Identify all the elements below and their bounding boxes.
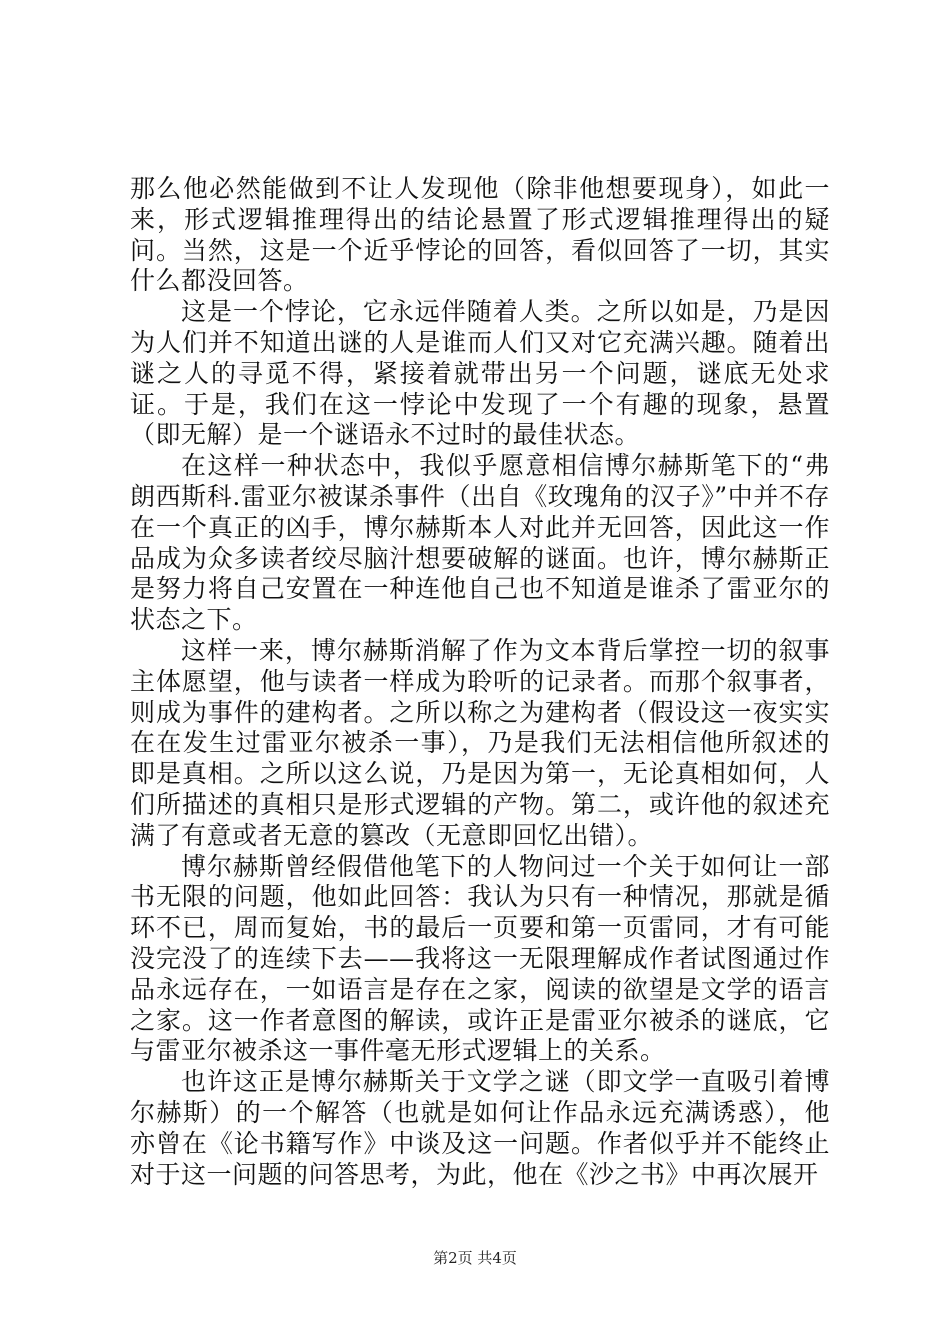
paragraph: 博尔赫斯曾经假借他笔下的人物问过一个关于如何让一部书无限的问题，他如此回答：我认为只有一种情况，那就是循环不已，周而复始，书的最后一页要和第一页雷同，才有可能没完没了的连续下去——我将这一无限理解成作者试图通过作品永远存在，一如语言是存在之家，阅读的欲望是文学的语言之家。这一作者意图的解读，或许正是雷亚尔被杀的谜底，它与雷亚尔被杀这一事件毫无形式逻辑上的关系。 [130,851,830,1066]
paragraph: 这样一来，博尔赫斯消解了作为文本背后掌控一切的叙事主体愿望，他与读者一样成为聆听的记录者。而那个叙事者，则成为事件的建构者。之所以称之为建构者（假设这一夜实实在在发生过雷亚尔被杀一事），乃是我们无法相信他所叙述的即是真相。之所以这么说，乃是因为第一，无论真相如何，人们所描述的真相只是形式逻辑的产物。第二，或许他的叙述充满了有意或者无意的篡改（无意即回忆出错）。 [130,635,830,850]
paragraph: 在这样一种状态中，我似乎愿意相信博尔赫斯笔下的“弗朗西斯科.雷亚尔被谋杀事件（出自《玫瑰角的汉子》”中并不存在一个真正的凶手，博尔赫斯本人对此并无回答，因此这一作品成为众多读者绞尽脑汁想要破解的谜面。也许，博尔赫斯正是努力将自己安置在一种连他自己也不知道是谁杀了雷亚尔的状态之下。 [130,451,830,635]
paragraph: 也许这正是博尔赫斯关于文学之谜（即文学一直吸引着博尔赫斯）的一个解答（也就是如何让作品永远充满诱惑），他亦曾在《论书籍写作》中谈及这一问题。作者似乎并不能终止对于这一问题的问答思考，为此，他在《沙之书》中再次展开 [130,1067,830,1189]
document-body [130,174,830,1190]
paragraph: 这是一个悖论，它永远伴随着人类。之所以如是，乃是因为人们并不知道出谜的人是谁而人们又对它充满兴趣。随着出谜之人的寻觅不得，紧接着就带出另一个问题，谜底无处求证。于是，我们在这一悖论中发现了一个有趣的现象，悬置（即无解）是一个谜语永不过时的最佳状态。 [130,297,830,450]
paragraph-continued: 那么他必然能做到不让人发现他（除非他想要现身），如此一来，形式逻辑推理得出的结论悬置了形式逻辑推理得出的疑问。当然，这是一个近乎悖论的回答，看似回答了一切，其实什么都没回答。 [130,174,830,296]
page-number-footer: 第2页 共4页 [433,1249,517,1267]
